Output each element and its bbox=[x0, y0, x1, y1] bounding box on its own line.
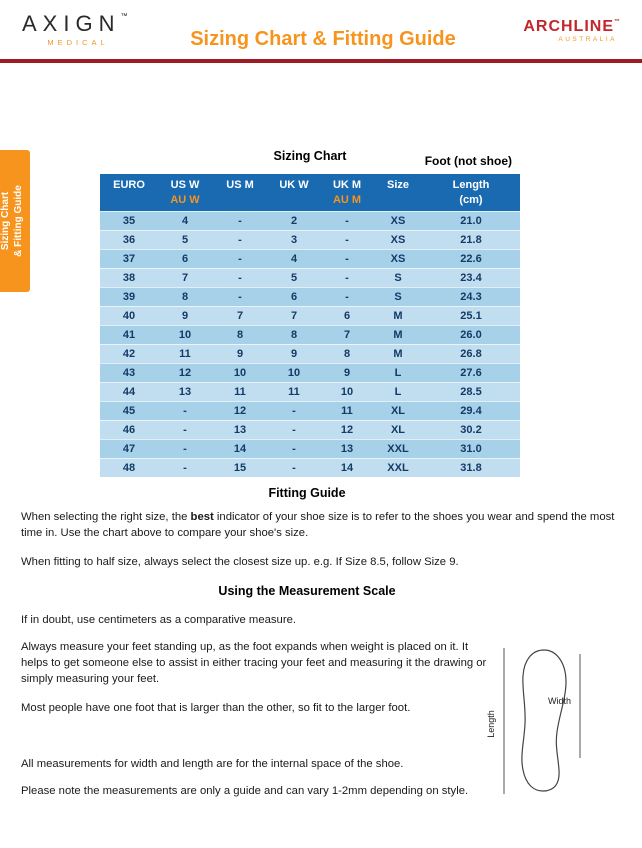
table-cell: - bbox=[320, 230, 374, 249]
table-cell: 8 bbox=[158, 287, 212, 306]
table-cell: 21.0 bbox=[422, 211, 520, 230]
fitting-guide-title: Fitting Guide bbox=[268, 486, 346, 500]
table-cell: 12 bbox=[158, 363, 212, 382]
table-cell: 3 bbox=[268, 230, 320, 249]
table-cell: - bbox=[268, 439, 320, 458]
table-row bbox=[100, 325, 520, 344]
sizing-table-body bbox=[100, 211, 520, 477]
table-cell: 28.5 bbox=[422, 382, 520, 401]
table-cell: XL bbox=[374, 420, 422, 439]
table-cell: 40 bbox=[100, 306, 158, 325]
side-tab bbox=[0, 150, 30, 292]
table-cell: 4 bbox=[158, 211, 212, 230]
table-cell: 41 bbox=[100, 325, 158, 344]
table-cell: - bbox=[320, 287, 374, 306]
table-cell: S bbox=[374, 287, 422, 306]
table-cell: 7 bbox=[212, 306, 268, 325]
table-row bbox=[100, 306, 520, 325]
table-row bbox=[100, 439, 520, 458]
table-cell: 42 bbox=[100, 344, 158, 363]
table-cell: - bbox=[320, 268, 374, 287]
trademark-symbol: ™ bbox=[614, 19, 620, 25]
axign-wordmark: AXIGN bbox=[22, 11, 121, 36]
table-cell: 43 bbox=[100, 363, 158, 382]
paragraph-text: When selecting the right size, the bbox=[21, 511, 191, 523]
archline-wordmark: ARCHLINE bbox=[523, 18, 614, 35]
table-cell: 39 bbox=[100, 287, 158, 306]
table-cell: 38 bbox=[100, 268, 158, 287]
measurement-paragraph-5: Please note the measurements are only a guide and can vary 1-2mm depending on style. bbox=[21, 785, 469, 798]
table-cell: 44 bbox=[100, 382, 158, 401]
table-cell: 8 bbox=[320, 344, 374, 363]
side-tab-label bbox=[0, 150, 30, 292]
paragraph-text: indicator of your shoe size is to refer to the shoes you wear and spend the most time in. Use the chart above to compare your shoe's size. bbox=[21, 511, 615, 539]
table-cell: 14 bbox=[212, 439, 268, 458]
table-cell: 5 bbox=[268, 268, 320, 287]
table-cell: M bbox=[374, 325, 422, 344]
sizing-chart-section bbox=[100, 149, 520, 477]
archline-logo-text bbox=[492, 19, 620, 35]
table-row bbox=[100, 287, 520, 306]
table-column-header: Size bbox=[374, 174, 422, 211]
table-cell: 29.4 bbox=[422, 401, 520, 420]
table-column-header: US W AU W bbox=[158, 174, 212, 211]
table-cell: - bbox=[158, 458, 212, 477]
table-cell: XS bbox=[374, 249, 422, 268]
trademark-symbol: ™ bbox=[120, 13, 128, 20]
measurement-paragraph-4: All measurements for width and length are for the internal space of the shoe. bbox=[21, 757, 404, 770]
table-row bbox=[100, 363, 520, 382]
measurement-scale-title: Using the Measurement Scale bbox=[218, 584, 396, 599]
table-cell: 4 bbox=[268, 249, 320, 268]
fitting-guide-paragraph-2: When fitting to half size, always select the closest size up. e.g. If Size 8.5, follow Size 9. bbox=[21, 555, 459, 568]
table-cell: 5 bbox=[158, 230, 212, 249]
table-cell: 7 bbox=[268, 306, 320, 325]
table-cell: 45 bbox=[100, 401, 158, 420]
table-cell: - bbox=[158, 439, 212, 458]
table-cell: 7 bbox=[158, 268, 212, 287]
table-cell: 35 bbox=[100, 211, 158, 230]
side-tab-line1: Sizing Chart bbox=[0, 191, 11, 251]
table-row bbox=[100, 401, 520, 420]
table-cell: - bbox=[320, 249, 374, 268]
table-cell: 47 bbox=[100, 439, 158, 458]
measurement-paragraph-3: Most people have one foot that is larger than the other, so fit to the larger foot. bbox=[21, 701, 411, 714]
table-row bbox=[100, 458, 520, 477]
side-tab-line2: & Fitting Guide bbox=[12, 185, 24, 257]
table-cell: 21.8 bbox=[422, 230, 520, 249]
table-cell: 13 bbox=[212, 420, 268, 439]
table-column-header: UK W bbox=[268, 174, 320, 211]
table-cell: XL bbox=[374, 401, 422, 420]
table-column-header: EURO bbox=[100, 174, 158, 211]
table-cell: 37 bbox=[100, 249, 158, 268]
table-cell: - bbox=[158, 401, 212, 420]
fitting-guide-paragraph-1 bbox=[21, 510, 623, 542]
page-title: Sizing Chart & Fitting Guide bbox=[190, 28, 456, 50]
table-row bbox=[100, 420, 520, 439]
table-cell: - bbox=[268, 458, 320, 477]
table-cell: 13 bbox=[320, 439, 374, 458]
table-cell: 8 bbox=[268, 325, 320, 344]
table-cell: 15 bbox=[212, 458, 268, 477]
table-row bbox=[100, 230, 520, 249]
table-column-header: Length (cm) bbox=[422, 174, 520, 211]
table-cell: S bbox=[374, 268, 422, 287]
table-cell: - bbox=[268, 420, 320, 439]
table-row bbox=[100, 382, 520, 401]
table-cell: L bbox=[374, 363, 422, 382]
table-cell: 48 bbox=[100, 458, 158, 477]
table-cell: 10 bbox=[212, 363, 268, 382]
paragraph-bold-text: best bbox=[190, 511, 214, 523]
archline-australia-label: AUSTRALIA bbox=[558, 36, 617, 43]
table-cell: XS bbox=[374, 211, 422, 230]
measurement-paragraph-2: Always measure your feet standing up, as the foot expands when weight is placed on it. It helps to get someone else to assist in either tracing your feet and measuring it the drawing or simply measuring your feet. bbox=[21, 641, 487, 685]
measurement-paragraph-1: If in doubt, use centimeters as a comparative measure. bbox=[21, 614, 297, 627]
table-cell: 10 bbox=[158, 325, 212, 344]
archline-logo bbox=[492, 19, 620, 43]
table-cell: XXL bbox=[374, 439, 422, 458]
axign-medical-label: MEDICAL bbox=[47, 38, 109, 47]
foot-diagram bbox=[486, 646, 598, 796]
header-divider-rule bbox=[0, 59, 642, 63]
table-cell: 7 bbox=[320, 325, 374, 344]
table-cell: - bbox=[212, 268, 268, 287]
table-cell: 14 bbox=[320, 458, 374, 477]
table-cell: 8 bbox=[212, 325, 268, 344]
table-row bbox=[100, 268, 520, 287]
table-cell: 11 bbox=[268, 382, 320, 401]
table-cell: 23.4 bbox=[422, 268, 520, 287]
table-cell: 9 bbox=[212, 344, 268, 363]
table-cell: 2 bbox=[268, 211, 320, 230]
table-cell: 11 bbox=[320, 401, 374, 420]
table-cell: 6 bbox=[268, 287, 320, 306]
table-column-header: UK M AU M bbox=[320, 174, 374, 211]
table-cell: 10 bbox=[268, 363, 320, 382]
table-cell: 31.8 bbox=[422, 458, 520, 477]
table-cell: 9 bbox=[158, 306, 212, 325]
table-cell: XXL bbox=[374, 458, 422, 477]
table-row bbox=[100, 249, 520, 268]
table-cell: 46 bbox=[100, 420, 158, 439]
axign-logo bbox=[22, 13, 154, 47]
length-label: Length bbox=[486, 710, 496, 738]
table-cell: 31.0 bbox=[422, 439, 520, 458]
table-cell: - bbox=[158, 420, 212, 439]
table-row bbox=[100, 211, 520, 230]
table-cell: 26.8 bbox=[422, 344, 520, 363]
sizing-table bbox=[100, 174, 520, 477]
table-cell: 13 bbox=[158, 382, 212, 401]
table-cell: 12 bbox=[320, 420, 374, 439]
table-cell: L bbox=[374, 382, 422, 401]
table-cell: 12 bbox=[212, 401, 268, 420]
table-cell: 27.6 bbox=[422, 363, 520, 382]
table-column-header: US M bbox=[212, 174, 268, 211]
table-cell: 24.3 bbox=[422, 287, 520, 306]
sizing-chart-head bbox=[100, 149, 520, 172]
table-cell: - bbox=[212, 230, 268, 249]
axign-logo-text bbox=[22, 13, 154, 35]
table-cell: 9 bbox=[268, 344, 320, 363]
sizing-table-header-row bbox=[100, 174, 520, 211]
table-cell: - bbox=[268, 401, 320, 420]
table-cell: M bbox=[374, 344, 422, 363]
foot-outline bbox=[522, 650, 566, 791]
table-cell: - bbox=[212, 211, 268, 230]
foot-diagram-svg bbox=[486, 646, 598, 796]
table-cell: - bbox=[320, 211, 374, 230]
table-cell: 6 bbox=[158, 249, 212, 268]
table-cell: 9 bbox=[320, 363, 374, 382]
table-cell: 30.2 bbox=[422, 420, 520, 439]
table-cell: - bbox=[212, 287, 268, 306]
table-cell: - bbox=[212, 249, 268, 268]
table-cell: 25.1 bbox=[422, 306, 520, 325]
table-cell: 10 bbox=[320, 382, 374, 401]
table-cell: 11 bbox=[212, 382, 268, 401]
table-cell: 26.0 bbox=[422, 325, 520, 344]
foot-not-shoe-note: Foot (not shoe) bbox=[424, 154, 512, 168]
table-cell: 36 bbox=[100, 230, 158, 249]
sizing-chart-title: Sizing Chart bbox=[273, 149, 347, 163]
header bbox=[0, 0, 642, 59]
table-cell: 6 bbox=[320, 306, 374, 325]
width-label: Width bbox=[548, 696, 572, 706]
table-cell: M bbox=[374, 306, 422, 325]
table-row bbox=[100, 344, 520, 363]
table-cell: 11 bbox=[158, 344, 212, 363]
table-cell: XS bbox=[374, 230, 422, 249]
table-cell: 22.6 bbox=[422, 249, 520, 268]
